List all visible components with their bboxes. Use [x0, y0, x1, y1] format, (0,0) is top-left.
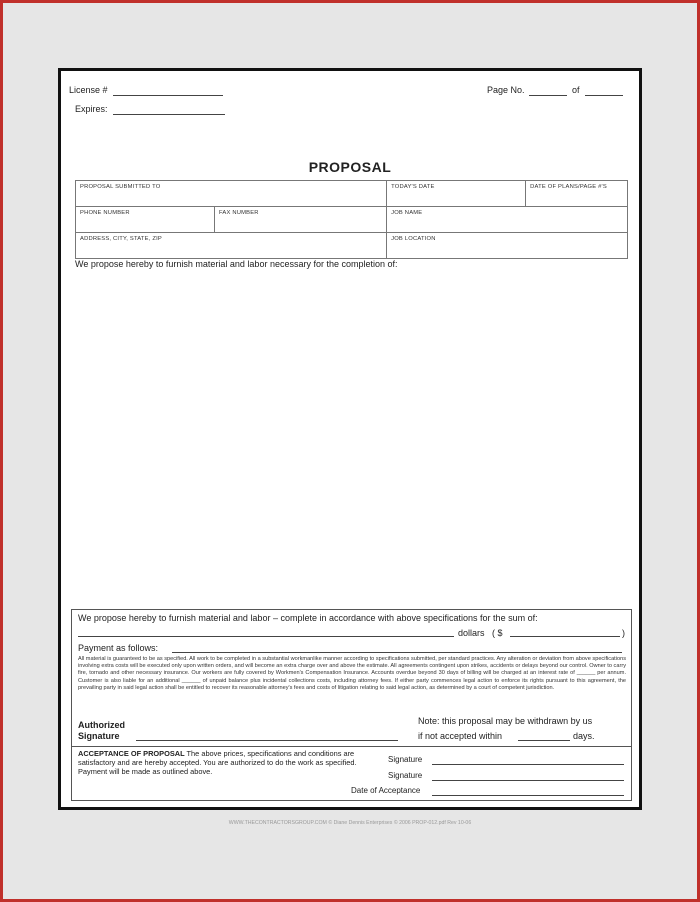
sum-amount-field[interactable]	[510, 636, 620, 637]
dollars-label: dollars	[458, 628, 485, 638]
license-field[interactable]	[113, 95, 223, 96]
not-accepted-label: if not accepted within	[418, 731, 503, 741]
page-no-label: Page No.	[487, 85, 525, 95]
address-cell[interactable]: ADDRESS, CITY, STATE, ZIP	[76, 233, 387, 259]
expires-field[interactable]	[113, 114, 225, 115]
todays-date-cell[interactable]: TODAY'S DATE	[387, 181, 526, 207]
terms-text: All material is guaranteed to be as specified. All work to be completed in a substantial workmanlike manner according to specifications submitted, per standard practices. Any alteration or deviation from above specifications involving extra costs will be executed only upon written orders, and will become an extra charge over and above the estimate. All agreements contingent upon strikes, accidents or delays beyond our control. Owner to carry fire, tornado and other necessary insurance. Our workers are fully covered by Workmen's Compensation Insurance. Accounts overdue beyond 30 days of billing will be charged at an interest rate of ______ per annum. Customer is also liable for an additional ______ of unpaid balance plus incidental collections costs, including attorney fees. If either party commences legal action to enforce its rights pursuant to this agreement, the prevailing party in said legal action shall be entitled to recover its reasonable attorney's fees and costs of litigation relating to said legal action, as determined by a court of competent jurisdiction.	[78, 656, 626, 691]
work-description-area[interactable]	[73, 276, 629, 601]
page-total-field[interactable]	[585, 95, 623, 96]
date-of-acceptance-label: Date of Acceptance	[351, 786, 421, 795]
close-paren: )	[622, 628, 625, 638]
proposal-form	[58, 68, 642, 810]
withdrawal-note: Note: this proposal may be withdrawn by us	[418, 716, 593, 726]
days-label: days.	[573, 731, 595, 741]
sum-text: We propose hereby to furnish material and labor – complete in accordance with above specifications for the sum of:	[78, 613, 538, 623]
intro-text: We propose hereby to furnish material and labor necessary for the completion of:	[75, 259, 398, 269]
dollar-paren: ( $	[492, 628, 503, 638]
job-name-cell[interactable]: JOB NAME	[387, 207, 628, 233]
terms-box	[71, 609, 632, 801]
signature-1-field[interactable]	[432, 764, 624, 765]
authorized-signature-field[interactable]	[136, 740, 398, 741]
job-location-cell[interactable]: JOB LOCATION	[387, 233, 628, 259]
date-of-plans-cell[interactable]: DATE OF PLANS/PAGE #'S	[526, 181, 628, 207]
authorized-signature-label: Signature	[78, 731, 120, 741]
signature-2-field[interactable]	[432, 780, 624, 781]
payment-field[interactable]	[172, 652, 622, 653]
phone-cell[interactable]: PHONE NUMBER	[76, 207, 215, 233]
footer-text: WWW.THECONTRACTORSGROUP.COM © Diane Dennis Enterprises © 2006 PROP-012.pdf Rev 10-06	[228, 820, 472, 826]
sum-words-field[interactable]	[78, 636, 454, 637]
proposal-info-table	[75, 180, 628, 259]
fax-cell[interactable]: FAX NUMBER	[215, 207, 387, 233]
expires-label: Expires:	[75, 104, 108, 114]
page-title: PROPOSAL	[308, 159, 392, 175]
divider	[72, 746, 631, 747]
signature-1-label: Signature	[388, 755, 423, 764]
submitted-to-cell[interactable]: PROPOSAL SUBMITTED TO	[76, 181, 387, 207]
signature-2-label: Signature	[388, 771, 423, 780]
date-of-acceptance-field[interactable]	[432, 795, 624, 796]
authorized-label: Authorized	[78, 720, 125, 730]
days-field[interactable]	[518, 740, 570, 741]
payment-label: Payment as follows:	[78, 643, 159, 653]
license-label: License #	[69, 85, 108, 95]
page-no-field[interactable]	[529, 95, 567, 96]
of-label: of	[572, 85, 580, 95]
acceptance-text: ACCEPTANCE OF PROPOSAL The above prices, specifications and conditions are satisfactory and are hereby accepted. You are authorized to do the work as specified. Payment will be made as outlined above.	[78, 749, 357, 777]
